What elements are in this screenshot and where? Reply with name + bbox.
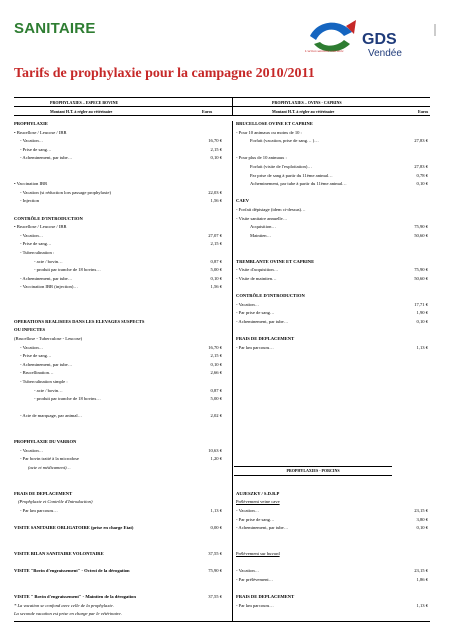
- right-amount: 27,83 €: [414, 138, 428, 144]
- left-amount: 0,10 €: [210, 275, 222, 281]
- left-line: PROPHYLAXIE DU VARRON: [14, 439, 77, 445]
- left-amount: 22,03 €: [208, 189, 222, 195]
- column-divider: [232, 121, 233, 621]
- left-amount: 75,90 €: [208, 568, 222, 574]
- left-amount: 5,00 €: [210, 396, 222, 402]
- left-line: - Par km parcouru…: [20, 508, 58, 513]
- right-amount: 50,60 €: [414, 275, 428, 281]
- left-amount: 1,56 €: [210, 198, 222, 204]
- left-line: CONTRÔLE D'INTRODUCTION: [14, 215, 83, 221]
- right-amount: 1,86 €: [416, 576, 428, 582]
- left-line: - Acheminement, par tube…: [20, 155, 73, 161]
- left-line: - acte / bovin…: [34, 387, 63, 393]
- right-line: Maintien…: [250, 232, 272, 238]
- right-amount: 23,15 €: [414, 508, 428, 513]
- right-line: - Visite d'acquisition…: [236, 267, 279, 273]
- left-euros: Euros: [202, 108, 213, 114]
- right-line: - Vacation…: [236, 301, 260, 307]
- left-line: (acte et médicament)…: [28, 465, 71, 470]
- right-line: - Pour 10 animaux ou moins de 10 :: [236, 129, 302, 135]
- left-line: * La vacation se confond avec celle de la prophylaxie.: [14, 602, 114, 608]
- left-sub: Montant H.T. à régler au vétérinaire: [50, 108, 113, 114]
- right-amount: 3,80 €: [416, 516, 428, 522]
- left-line: - Tuberculination simple :: [20, 379, 68, 384]
- left-amount: 16,70 €: [208, 344, 222, 350]
- right-line: Prélèvement veine cave: [236, 499, 280, 505]
- left-amount: 1,13 €: [210, 508, 222, 513]
- right-amount: 1,13 €: [416, 602, 428, 608]
- right-line: FRAIS DE DEPLACEMENT: [236, 594, 295, 599]
- left-line: • Brucellose / Leucose / IBR: [14, 129, 67, 135]
- left-line: OPERATIONS REALISEES DANS LES ELEVAGES SUSPECTS: [14, 318, 145, 324]
- left-line: - produit par tranche de 18 bovins…: [34, 267, 101, 273]
- right-amount: 17,71 €: [414, 301, 428, 307]
- right-amount: 75,90 €: [414, 224, 428, 230]
- left-amount: 1,20 €: [210, 456, 222, 462]
- right-amount: 0,10 €: [416, 525, 428, 531]
- left-line: VISITE "Bovin d'engraissement" - Octroi de la dérogation: [14, 568, 130, 574]
- right-line: - Acheminement, par tube…: [236, 525, 289, 531]
- header-divider: [232, 97, 233, 115]
- left-line: La seconde vacation est prise en charge par le vétérinaire.: [14, 611, 122, 617]
- left-amount: 37,55 €: [208, 551, 222, 556]
- left-amount: 16,70 €: [208, 138, 222, 144]
- left-line: - Vacation…: [20, 138, 44, 144]
- left-amount: 0,10 €: [210, 155, 222, 161]
- porcins-title: PROPHYLAXIES - PORCINS: [234, 466, 392, 476]
- right-line: - Acheminement, par tube…: [236, 318, 289, 324]
- right-amount: 27,83 €: [414, 164, 428, 169]
- left-line: • Vaccination IBR: [14, 181, 48, 187]
- left-line: - Tuberculination :: [20, 250, 55, 255]
- left-line: • Brucellose / Leucose / IBR: [14, 224, 67, 230]
- right-amount: 1,90 €: [416, 310, 428, 316]
- logo-text: GDS: [362, 31, 397, 48]
- left-line: VISITE BILAN SANITAIRE VOLONTAIRE: [14, 551, 104, 556]
- left-line: - Vacation…: [20, 232, 44, 238]
- left-amount: 2,02 €: [210, 413, 222, 419]
- right-line: - Vacation…: [236, 508, 260, 513]
- left-line: PROPHYLAXIE: [14, 121, 48, 126]
- right-line: - Par prise de sang…: [236, 516, 275, 522]
- left-line: - Vacation…: [20, 344, 44, 350]
- left-line: VISITE SANITAIRE OBLIGATOIRE (prise en charge Etat): [14, 525, 134, 531]
- right-euros: Euros: [418, 108, 429, 114]
- right-line: Forfait (vacation, prise de sang… )…: [250, 138, 319, 144]
- left-amount: 2,66 €: [210, 370, 222, 376]
- right-amount: 0,78 €: [416, 172, 428, 178]
- right-amount: 0,10 €: [416, 318, 428, 324]
- left-line: - Vacation…: [20, 447, 44, 453]
- left-column: [14, 121, 222, 621]
- right-line: - Visite de maintien…: [236, 275, 277, 281]
- left-line: - Vacation (si réduction lors passage prophylaxie): [20, 189, 111, 195]
- left-line: - Brucellination…: [20, 370, 54, 376]
- left-line: VISITE " Bovin d'engraissement" - Maintien de la dérogation: [14, 594, 136, 599]
- left-line: (Brucellose - Tuberculose - Leucose): [14, 336, 83, 341]
- right-line: Acquisition…: [250, 224, 277, 230]
- right-line: Prélèvement sur buvard: [236, 551, 280, 556]
- right-line: - Forfait dépistage (idem ci-dessus)…: [236, 207, 306, 212]
- left-title: PROPHYLAXIES – ESPECE BOVINE: [50, 99, 119, 105]
- table-head-subs: [14, 106, 430, 116]
- left-amount: 2,15 €: [210, 241, 222, 247]
- gds-logo-icon: [300, 14, 440, 60]
- right-line: - Par km parcouru…: [236, 602, 274, 608]
- left-line: - Par bovin traité à la microdose: [20, 456, 79, 462]
- right-title: PROPHYLAXIES – OVINS - CAPRINS: [272, 99, 342, 105]
- right-line: Forfait (visite de l'exploitation)…: [250, 164, 312, 169]
- right-line: Acheminement, par tube à partir du 11ème animal…: [250, 181, 347, 187]
- left-amount: 0,87 €: [210, 258, 222, 264]
- right-line: Par prise de sang à partir du 11ème animal…: [250, 172, 333, 178]
- right-amount: 75,90 €: [414, 267, 428, 273]
- left-line: - Acte de marquage, par animal…: [20, 413, 83, 419]
- left-amount: 10,63 €: [208, 447, 222, 453]
- left-amount: 1,56 €: [210, 284, 222, 290]
- right-line: - Par prélèvement…: [236, 576, 274, 582]
- section-title: SANITAIRE: [14, 20, 96, 37]
- left-amount: 0,87 €: [210, 387, 222, 393]
- left-line: - Prise de sang…: [20, 146, 52, 152]
- right-line: TREMBLANTE OVINE ET CAPRINE: [236, 258, 315, 264]
- bottom-rule: [14, 621, 430, 622]
- left-amount: 2,15 €: [210, 146, 222, 152]
- right-amount: 0,10 €: [416, 181, 428, 187]
- right-line: FRAIS DE DEPLACEMENT: [236, 336, 295, 341]
- right-amount: 23,15 €: [414, 568, 428, 574]
- left-line: FRAIS DE DEPLACEMENT: [14, 490, 73, 496]
- left-line: - Prise de sang…: [20, 353, 52, 359]
- left-line: - acte / bovin…: [34, 258, 63, 264]
- left-line: OU INFECTES: [14, 327, 46, 333]
- right-line: - Par km parcouru…: [236, 344, 274, 350]
- left-line: - produit par tranche de 18 bovins…: [34, 396, 101, 402]
- left-line: - Acheminement, par tube…: [20, 275, 73, 281]
- left-amount: 37,55 €: [208, 594, 222, 599]
- right-amount: 50,60 €: [414, 232, 428, 238]
- left-line: - Prise de sang…: [20, 241, 52, 247]
- left-amount: 0,10 €: [210, 361, 222, 367]
- left-line: - Vaccination IBR (injection)…: [20, 284, 78, 290]
- right-line: CAEV: [236, 198, 250, 204]
- right-line: BRUCELLOSE OVINE ET CAPRINE: [236, 121, 313, 126]
- logo-sub: Vendée: [368, 48, 402, 59]
- left-amount: 5,00 €: [210, 267, 222, 273]
- right-amount: 1,13 €: [416, 344, 428, 350]
- right-column: [236, 121, 430, 621]
- left-amount: 0,00 €: [210, 525, 222, 531]
- tagline: L'action sanitaire ensemble: [305, 49, 344, 53]
- right-line: - Pour plus de 10 animaux :: [236, 155, 287, 161]
- left-line: - Injection: [20, 198, 40, 204]
- right-line: - Vacation…: [236, 568, 260, 574]
- left-line: (Prophylaxie et Contrôle d'Introduction): [18, 499, 93, 505]
- right-line: AUJESZKY / S.D.R.P: [236, 490, 280, 496]
- right-line: - Visite sanitaire annuelle…: [236, 215, 288, 221]
- left-amount: 27,07 €: [208, 232, 222, 238]
- right-line: CONTRÔLE D'INTRODUCTION: [236, 293, 305, 298]
- left-line: - Acheminement, par tube…: [20, 361, 73, 367]
- left-amount: 2,15 €: [210, 353, 222, 359]
- right-sub: Montant H.T. à régler au vétérinaire: [272, 108, 335, 114]
- right-line: - Par prise de sang…: [236, 310, 275, 316]
- page-title: Tarifs de prophylaxie pour la campagne 2010/2011: [14, 66, 315, 81]
